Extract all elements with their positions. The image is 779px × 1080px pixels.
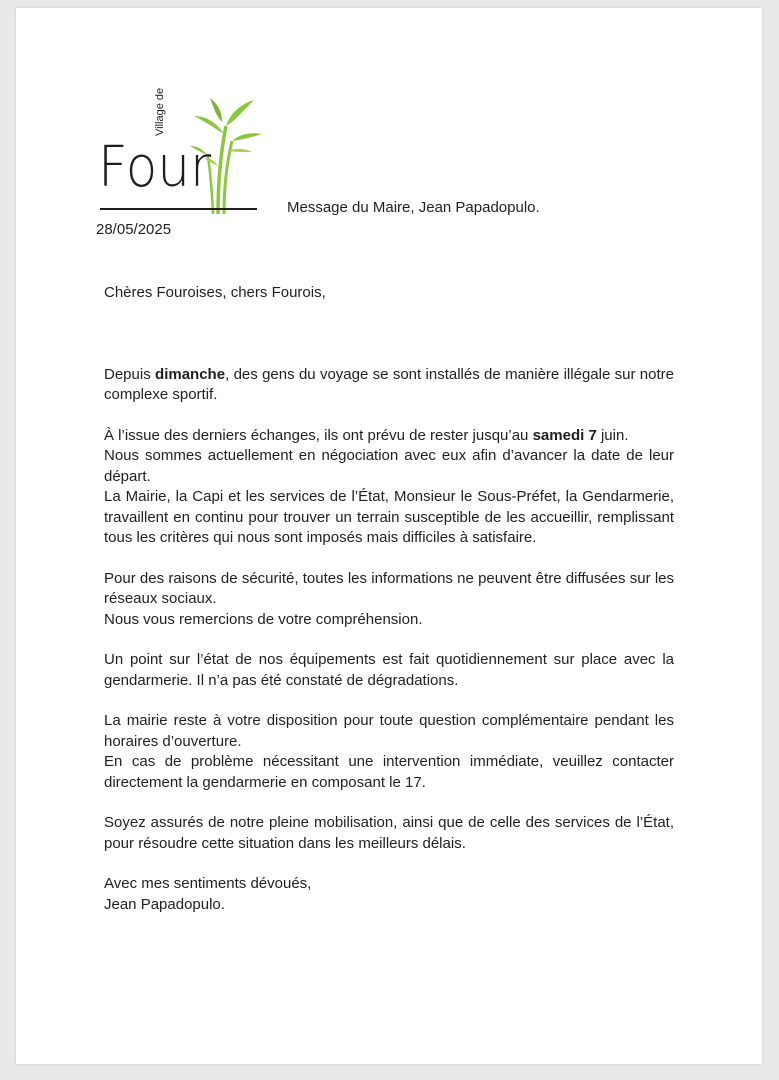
logo-small-text: Village de: [154, 87, 166, 136]
letter-heading: Message du Maire, Jean Papadopulo.: [287, 199, 540, 216]
village-logo: [98, 87, 263, 218]
paragraph-7: Un point sur l’état de nos équipements est fait quotidiennement sur place avec la gendarmerie. Il n’a pas été constaté de dégradations.: [104, 651, 674, 689]
paragraph-2: À l’issue des derniers échanges, ils ont prévu de rester jusqu’au samedi 7 juin.: [104, 426, 629, 444]
logo-underline: [100, 208, 257, 210]
letter-page: [16, 8, 762, 1064]
paragraph-8: La mairie reste à votre disposition pour toute question complémentaire pendant les horaires d’ouverture.: [104, 712, 674, 750]
paragraph-4: La Mairie, la Capi et les services de l’État, Monsieur le Sous-Préfet, la Gendarmerie, travaillent en continu pour trouver un terrain susceptible de les accueillir, remplissant tous les critères qui nous sont imposés mais difficiles à satisfaire.: [104, 488, 674, 546]
paragraph-10: Soyez assurés de notre pleine mobilisation, ainsi que de celle des services de l’État, pour résoudre cette situation dans les meilleurs délais.: [104, 814, 674, 852]
letter-date: 28/05/2025: [96, 221, 172, 238]
closing: Avec mes sentiments dévoués,: [104, 875, 312, 892]
greeting: Chères Fouroises, chers Fourois,: [104, 284, 326, 301]
paragraph-1: Depuis dimanche, des gens du voyage se sont installés de manière illégale sur notre complexe sportif.: [104, 365, 674, 403]
paragraph-5: Pour des raisons de sécurité, toutes les informations ne peuvent être diffusées sur les réseaux sociaux.: [104, 569, 674, 607]
bold-samedi: samedi 7: [532, 426, 597, 444]
paragraph-9: En cas de problème nécessitant une intervention immédiate, veuillez contacter directement la gendarmerie en composant le 17.: [104, 753, 674, 791]
letter-body: [104, 283, 674, 915]
bold-dimanche: dimanche: [155, 365, 226, 383]
logo-word: Four: [98, 135, 212, 200]
paragraph-3: Nous sommes actuellement en négociation avec eux afin d’avancer la date de leur départ.: [104, 447, 674, 485]
signature: Jean Papadopulo.: [104, 895, 225, 913]
paragraph-6: Nous vous remercions de votre compréhension.: [104, 610, 423, 628]
